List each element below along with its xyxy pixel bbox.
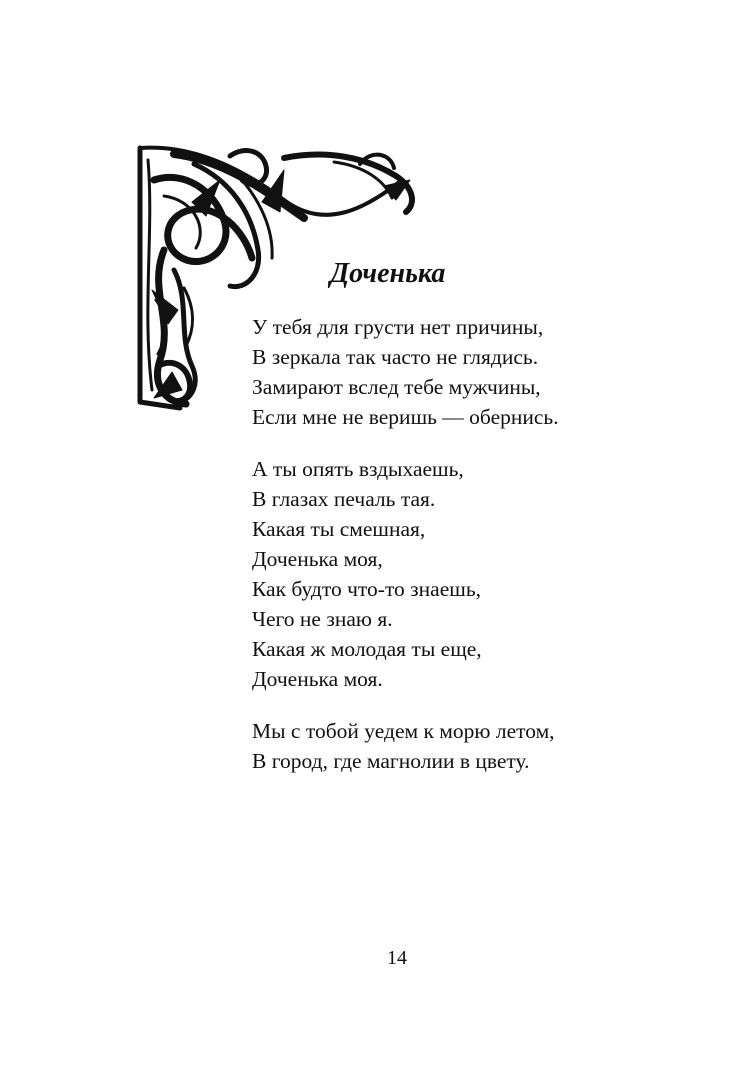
poem-line: Если мне не веришь — обернись. — [252, 405, 559, 429]
poem-line: Как будто что-то знаешь, — [252, 577, 482, 601]
page-number: 14 — [387, 947, 407, 969]
poem-line: Доченька моя, — [252, 547, 383, 571]
poem-line: Какая ж молодая ты еще, — [252, 637, 482, 661]
stanza-3 — [252, 716, 682, 776]
stanza-1 — [252, 312, 682, 432]
poem-line: А ты опять вздыхаешь, — [252, 457, 464, 481]
poem-line: В глазах печаль тая. — [252, 487, 436, 511]
poem-line: Чего не знаю я. — [252, 607, 393, 631]
poem-line: У тебя для грусти нет причины, — [252, 315, 544, 339]
poem-title: Доченька — [330, 258, 446, 289]
poem-line: Замирают вслед тебе мужчины, — [252, 375, 541, 399]
poem-line: В зеркала так часто не глядись. — [252, 345, 539, 369]
poem-line: Какая ты смешная, — [252, 517, 426, 541]
poem-body — [252, 312, 682, 798]
poem-line: Доченька моя. — [252, 667, 383, 691]
poem-line: Мы с тобой уедем к морю летом, — [252, 719, 555, 743]
stanza-2 — [252, 454, 682, 694]
poem-line: В город, где магнолии в цвету. — [252, 749, 530, 773]
